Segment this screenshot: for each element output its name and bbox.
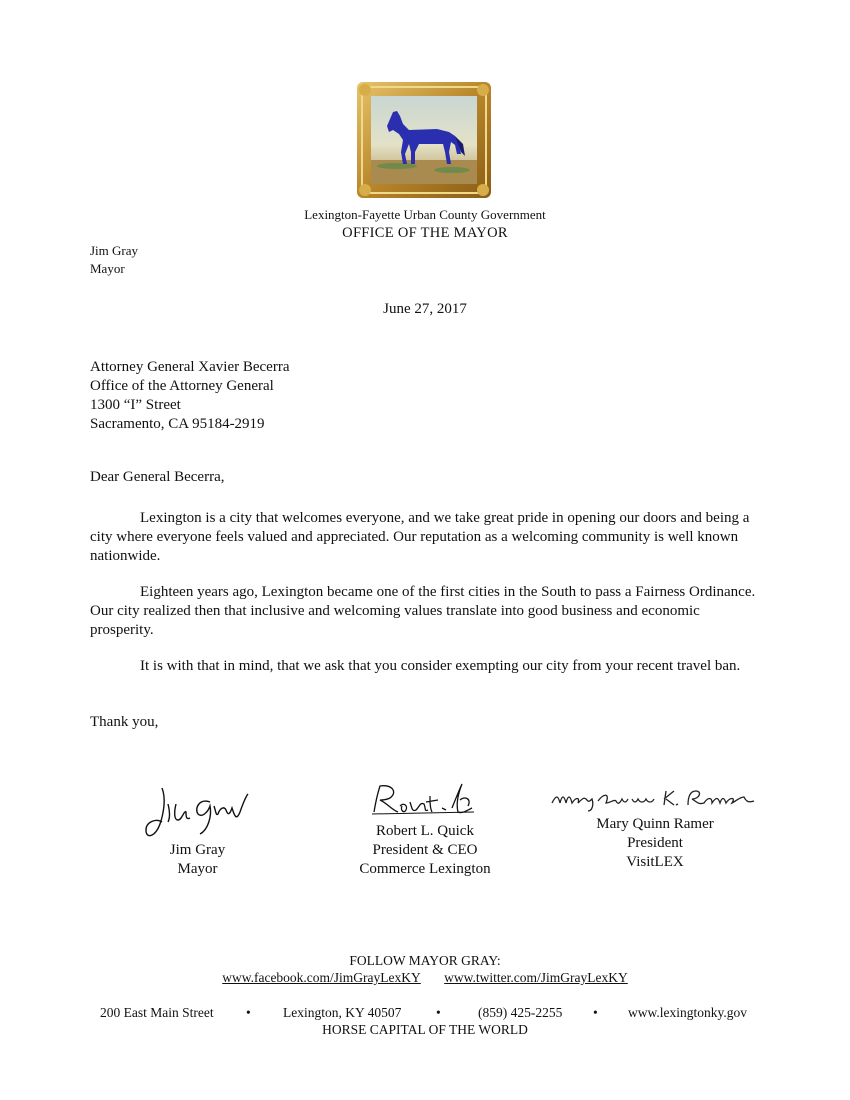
signatory-robert-quick: [330, 822, 520, 879]
letter-date: June 27, 2017: [383, 301, 467, 317]
signatory-org: VisitLEX: [626, 854, 684, 870]
footer-city: Lexington, KY 40507: [283, 1005, 402, 1020]
signatory-title: President: [627, 835, 683, 851]
facebook-link[interactable]: www.facebook.com/JimGrayLexKY: [222, 970, 421, 985]
bullet-separator: •: [436, 1005, 441, 1020]
recipient-address: [90, 358, 289, 434]
organization-name: Lexington-Fayette Urban County Government: [304, 207, 546, 222]
footer-address: 200 East Main Street: [100, 1005, 214, 1020]
signatory-title: Mayor: [177, 861, 218, 877]
robert-quick-signature: [368, 778, 478, 822]
sender-block: [90, 242, 138, 278]
follow-heading: FOLLOW MAYOR GRAY:: [349, 953, 501, 968]
jim-gray-signature: [140, 782, 255, 844]
footer-phone: (859) 425-2255: [478, 1005, 563, 1020]
sender-title: Mayor: [90, 261, 125, 276]
signatory-title: President & CEO: [372, 842, 478, 858]
footer-website-link[interactable]: www.lexingtonky.gov: [628, 1005, 747, 1020]
twitter-link[interactable]: www.twitter.com/JimGrayLexKY: [444, 970, 628, 985]
sender-name: Jim Gray: [90, 243, 139, 258]
signatory-name: Jim Gray: [169, 842, 226, 858]
framed-horse-painting-icon: [357, 82, 491, 198]
signatory-org: Commerce Lexington: [359, 861, 491, 877]
social-links: [0, 970, 850, 986]
signatory-jim-gray: [120, 841, 275, 879]
bullet-separator: •: [593, 1005, 598, 1020]
office-title: OFFICE OF THE MAYOR: [342, 225, 508, 241]
body-paragraph-2: Eighteen years ago, Lexington became one of the first cities in the South to pass a Fairness Ordinance. Our city realized then that inclusive and welcoming values translate into good business and economic prosperity.: [90, 584, 756, 638]
body-paragraph-1: Lexington is a city that welcomes everyone, and we take great pride in opening our doors and being a city where everyone feels valued and appreciated. Our reputation as a welcoming community is well known nationwide.: [90, 510, 750, 564]
mary-quinn-ramer-signature: [548, 785, 758, 813]
footer-motto: HORSE CAPITAL OF THE WORLD: [322, 1022, 528, 1037]
recipient-line-3: 1300 “I” Street: [90, 397, 181, 413]
signatory-name: Mary Quinn Ramer: [596, 816, 714, 832]
recipient-line-2: Office of the Attorney General: [90, 378, 274, 394]
recipient-line-4: Sacramento, CA 95184-2919: [90, 416, 265, 432]
salutation: Dear General Becerra,: [90, 469, 225, 485]
closing: Thank you,: [90, 714, 159, 730]
bullet-separator: •: [246, 1005, 251, 1020]
signatory-name: Robert L. Quick: [376, 823, 474, 839]
recipient-line-1: Attorney General Xavier Becerra: [90, 359, 290, 375]
body-paragraph-3: It is with that in mind, that we ask that you consider exempting our city from your recent travel ban.: [140, 658, 741, 674]
signatory-mary-quinn-ramer: [555, 815, 755, 872]
